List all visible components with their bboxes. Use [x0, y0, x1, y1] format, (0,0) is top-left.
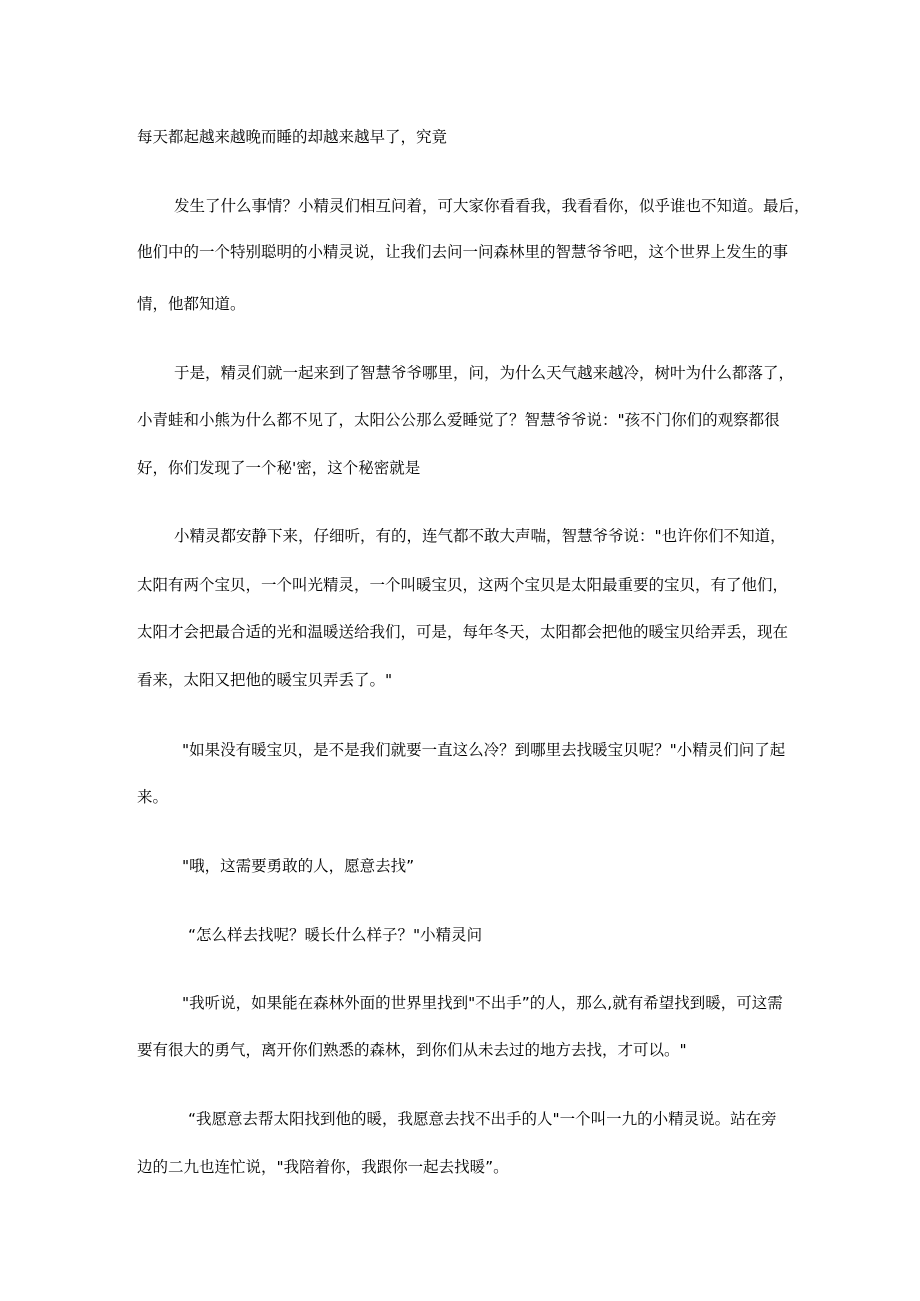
text-line-14: "哦，这需要勇敢的人，愿意去找” [182, 857, 415, 875]
text-line-17: 要有很大的勇气，离开你们熟悉的森林，到你们从未去过的地方去找，才可以。" [137, 1041, 687, 1059]
text-line-3: 他们中的一个特别聪明的小精灵说，让我们去问一问森林里的智慧爷爷吧，这个世界上发生的事 [137, 243, 789, 261]
text-line-19: 边的二九也连忙说，"我陪着你，我跟你一起去找暖”。 [137, 1158, 509, 1176]
text-line-6: 小青蛙和小熊为什么都不见了，太阳公公那么爱睡觉了？智慧爷爷说："孩不门你们的观察都很 [137, 411, 780, 429]
text-line-11: 看来，太阳又把他的暖宝贝弄丢了。" [137, 671, 393, 689]
text-line-13: 来。 [137, 788, 169, 806]
text-line-9: 太阳有两个宝贝，一个叫光精灵，一个叫暖宝贝，这两个宝贝是太阳最重要的宝贝，有了他们， [137, 576, 789, 594]
text-line-12: "如果没有暖宝贝，是不是我们就要一直这么冷？到哪里去找暖宝贝呢？"小精灵们问了起 [182, 741, 786, 759]
text-line-16: "我听说，如果能在森林外面的世界里找到"不出手”的人，那么,就有希望找到暖，可这需 [182, 994, 783, 1012]
text-line-10: 太阳才会把最合适的光和温暖送给我们，可是，每年冬天，太阳都会把他的暖宝贝给弄丢，现在 [137, 623, 789, 641]
text-line-5: 于是，精灵们就一起来到了智慧爷爷哪里，问，为什么天气越来越冷，树叶为什么都落了， [174, 364, 795, 382]
text-line-4: 情，他都知道。 [137, 295, 246, 313]
text-line-15: “怎么样去找呢？暖长什么样子？"小精灵问 [188, 926, 483, 944]
text-line-8: 小精灵都安静下来，仔细听，有的，连气都不敢大声喘，智慧爷爷说："也许你们不知道， [174, 527, 786, 545]
text-line-18: “我愿意去帮太阳找到他的暖，我愿意去找不出手的人"一个叫一九的小精灵说。站在旁 [188, 1110, 777, 1128]
text-line-2: 发生了什么事情？小精灵们相互问着，可大家你看看我，我看看你，似乎谁也不知道。最后， [174, 197, 810, 215]
text-line-1: 每天都起越来越晚而睡的却越来越早了，究竟 [137, 128, 448, 146]
text-line-7: 好，你们发现了一个秘'密，这个秘密就是 [137, 459, 421, 477]
